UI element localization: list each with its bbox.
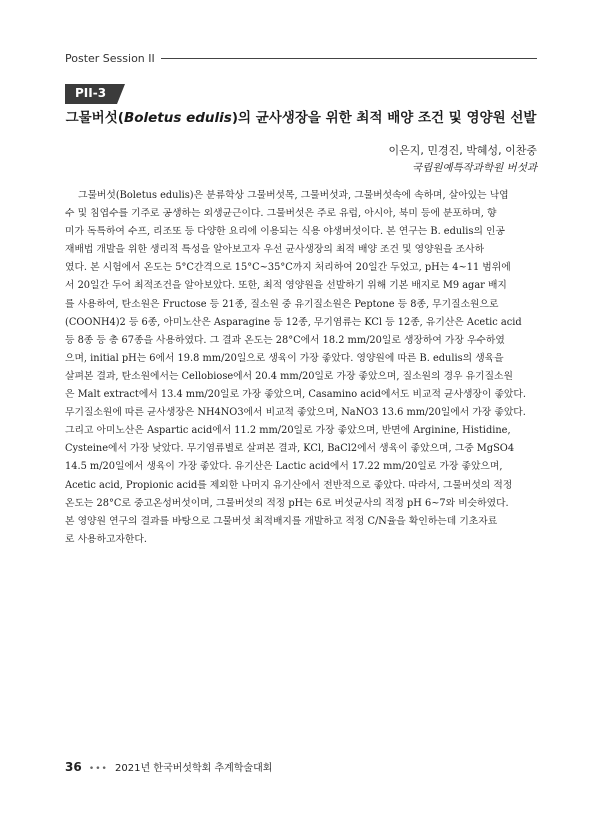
abstract-line: Cysteine에서 가장 낮았다. 무기염류별로 살펴본 결과, KCl, BaCl2에서 생육이 좋았으며, 그중 MgSO4 [65,443,515,455]
abstract-line: 였다. 본 시험에서 온도는 5°C간격으로 15°C~35°C까지 처리하여 20일간 두었고, pH는 4~11 범위에 [65,262,511,274]
abstract-line: 본 영양원 연구의 결과를 바탕으로 그물버섯 최적배지를 개발하고 적정 C/N율을 확인하는데 기초자료 [65,515,498,527]
footer-separator: ••• [88,764,108,774]
abstract-line: 로 사용하고자한다. [65,533,147,545]
abstract-line: 등 8종 등 총 67종을 사용하였다. 그 결과 온도는 28°C에서 18.2 mm/20일로 생장하여 가장 우수하였 [65,334,505,346]
abstract-line: 재배법 개발을 위한 생리적 특성을 알아보고자 우선 균사생장의 최적 배양 조건 및 영양원을 조사하 [65,244,485,256]
poster-badge [65,84,125,104]
abstract-line: 온도는 28°C로 중고온성버섯이며, 그물버섯의 적정 pH는 6로 버섯균사의 적정 pH 6~7와 비슷하였다. [65,497,509,509]
abstract-line: 무기질소원에 따른 균사생장은 NH4NO3에서 비교적 좋았으며, NaNO3 13.6 mm/20일에서 가장 좋았다. [65,407,526,419]
title-species: Boletus edulis [123,110,232,126]
abstract-line: 수 및 침엽수를 기주로 공생하는 외생균근이다. 그물버섯은 주로 유럽, 아시아, 북미 등에 분포하며, 향 [65,208,497,220]
abstract-line: 14.5 m/20일에서 생육이 가장 좋았다. 유기산은 Lactic acid에서 17.22 mm/20일로 가장 좋았으며, [65,461,503,473]
abstract-line: 살펴본 결과, 탄소원에서는 Cellobiose에서 20.4 mm/20일로 가장 좋았으며, 질소원의 경우 유기질소원 [65,370,513,382]
abstract-line: 서 20일간 두어 최적조건을 알아보았다. 또한, 최적 영양원을 선발하기 위해 기본 배지로 M9 agar 배지 [65,280,507,292]
abstract-line: 미가 독특하여 수프, 리조또 등 다양한 요리에 이용되는 식용 야생버섯이다. 본 연구는 B. edulis의 인공 [65,226,505,238]
page-number: 36 [65,760,82,774]
title-prefix: 그물버섯( [65,110,124,126]
abstract-line: (COONH4)2 등 6종, 아미노산은 Asparagine 등 12종, 무기염류는 KCl 등 12종, 유기산은 Acetic acid [65,316,522,328]
abstract-line: Acetic acid, Propionic acid를 제외한 나머지 유기산에서 전반적으로 좋았다. 따라서, 그물버섯의 적정 [65,479,513,491]
paper-title [65,106,537,126]
page-footer [65,759,272,774]
header-rule [161,58,537,59]
abstract-line: 그물버섯(Boletus edulis)은 분류학상 그물버섯목, 그물버섯과, 그물버섯속에 속하며, 살아있는 낙엽 [78,190,509,201]
title-suffix: )의 균사생장을 위한 최적 배양 조건 및 영양원 선발 [231,110,537,126]
affiliation: 국립원예특작과학원 버섯과 [411,162,537,174]
author-list: 이은지, 민경진, 박혜성, 이찬중 [388,144,537,157]
badge-label: PII-3 [75,86,107,100]
running-header [65,48,537,68]
running-head-text: Poster Session II [65,51,155,65]
abstract-body [65,187,537,549]
conference-name: 2021년 한국버섯학회 추계학술대회 [115,763,273,774]
abstract-line: 으며, initial pH는 6에서 19.8 mm/20일으로 생육이 가장 좋았다. 영양원에 따른 B. edulis의 생육을 [65,352,504,364]
abstract-line: 그리고 아미노산은 Aspartic acid에서 11.2 mm/20일로 가장 좋았으며, 반면에 Arginine, Histidine, [65,425,511,437]
abstract-line: 를 사용하여, 탄소원은 Fructose 등 21종, 질소원 중 유기질소원은 Peptone 등 8종, 무기질소원으로 [65,298,499,310]
abstract-line: 은 Malt extract에서 13.4 mm/20일로 가장 좋았으며, Casamino acid에서도 비교적 균사생장이 좋았다. [65,389,526,401]
